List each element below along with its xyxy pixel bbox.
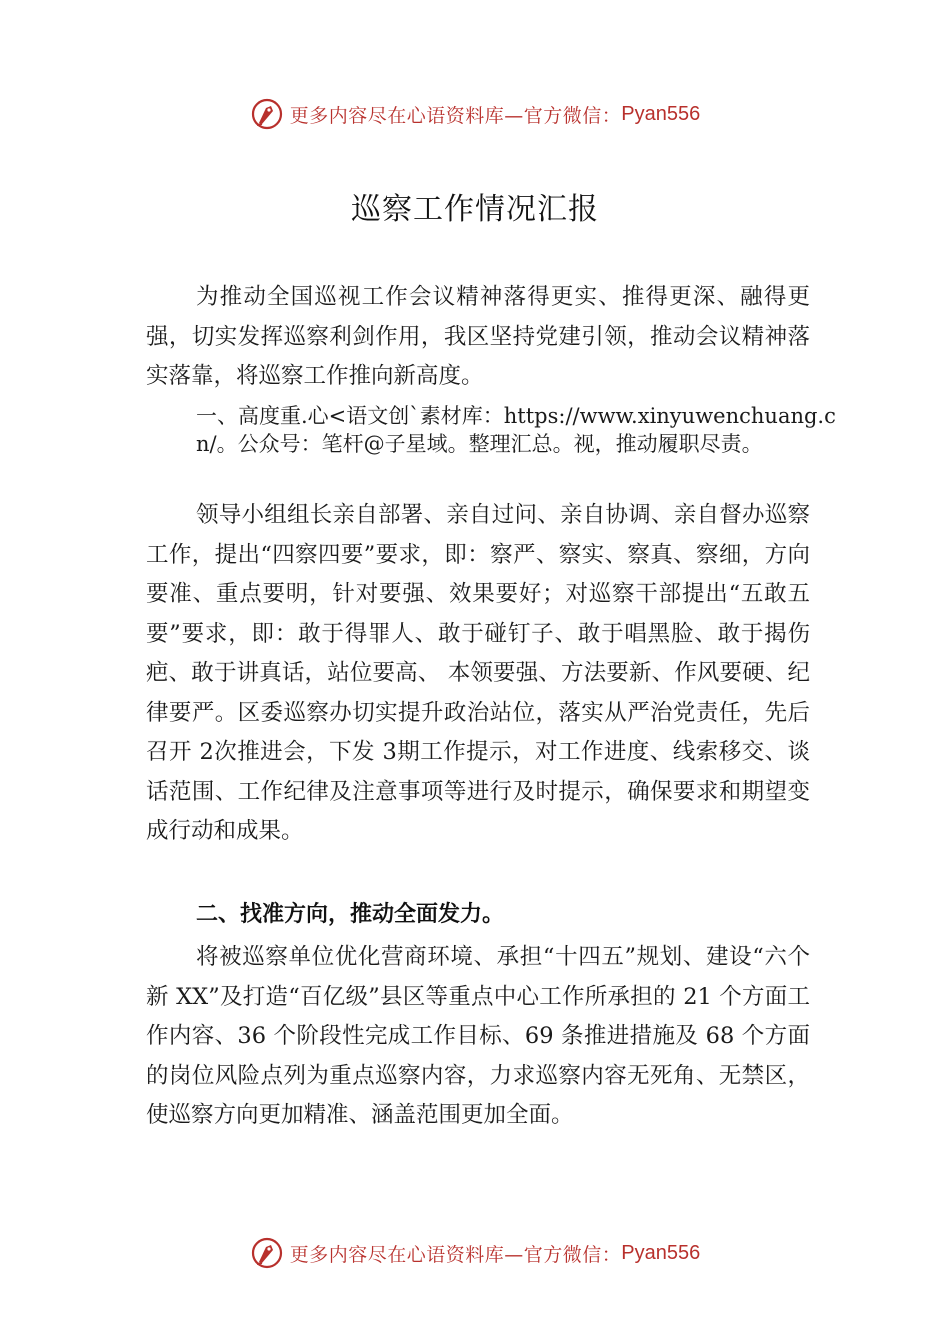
section-heading-1: 一、高度重.心<语文创`素材库：https://www.xinyuwenchuang.cn/。公众号：笔杆@子星域。整理汇总。视，推动履职尽责。 [196,404,836,456]
footer-watermark [0,1233,950,1273]
pen-nib-icon [250,1236,284,1270]
document-title: 巡察工作情况汇报 [351,192,599,227]
watermark-text: 更多内容尽在心语资料库—官方微信： [289,1243,622,1266]
pen-nib-icon [250,97,284,131]
header-watermark [0,94,950,134]
watermark-code: Pyan556 [621,102,701,125]
paragraph-section-1: 领导小组组长亲自部署、亲自过问、亲自协调、亲自督办巡察工作，提出“四察四要”要求，即：察严、察实、察真、察细，方向要准、重点要明，针对要强、效果要好；对巡察干部提出“五敢五要”要求，即：敢于得罪人、敢于碰钉子、敢于唱黑脸、敢于揭伤疤、敢于讲真话，站位要高、 本领要强、方法要新、作风要硬、纪律要严。区委巡察办切实提升政治站位，落实从严治党责任，先后召开 2次推进会，下发 3期工作提示，对工作进度、线索移交、谈话范围、工作纪律及注意事项等进行及时提示，确保要求和期望变成行动和成果。 [146,502,810,844]
watermark-text: 更多内容尽在心语资料库—官方微信： [289,104,622,127]
section-heading-2: 二、找准方向，推动全面发力。 [196,902,505,927]
paragraph-intro: 为推动全国巡视工作会议精神落得更实、推得更深、融得更强，切实发挥巡察利剑作用，我区坚持党建引领，推动会议精神落实落靠，将巡察工作推向新高度。 [146,284,810,389]
watermark-code: Pyan556 [621,1241,701,1264]
paragraph-section-2: 将被巡察单位优化营商环境、承担“十四五”规划、建设“六个新 XX”及打造“百亿级”县区等重点中心工作所承担的 21 个方面工作内容、36 个阶段性完成工作目标、69 条推进措施及 68 个方面的岗位风险点列为重点巡察内容，力求巡察内容无死角、无禁区，使巡察方向更加精准、涵盖范围更加全面。 [146,944,810,1128]
